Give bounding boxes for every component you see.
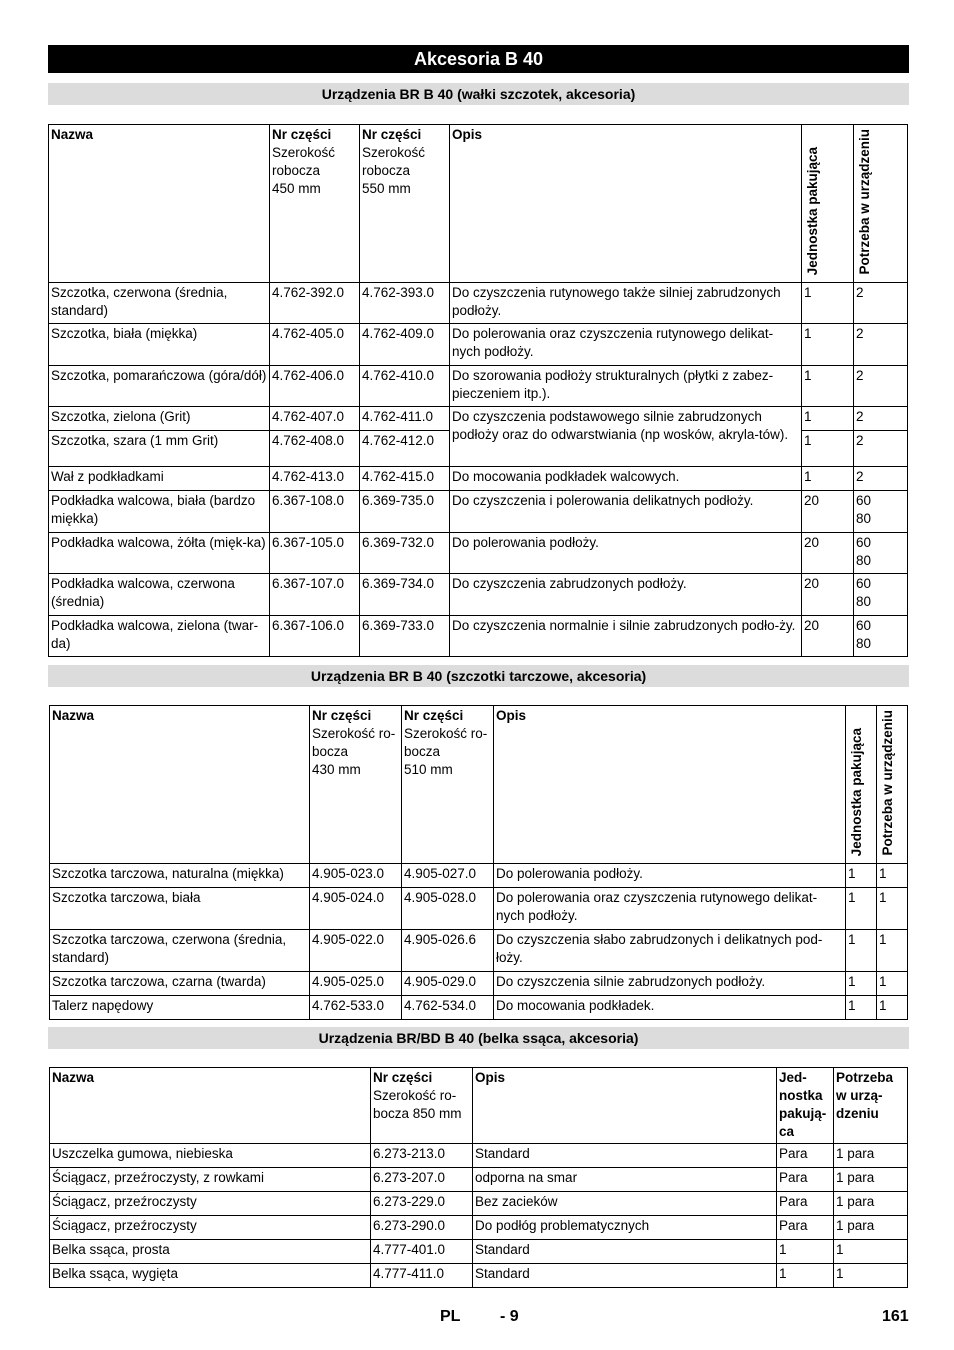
table-row: Szczotka tarczowa, biała 4.905-024.0 4.905-028.0 Do polerowania oraz czyszczenia rutynowego delikat-nych podłoży. 1 1: [50, 888, 908, 930]
footer-page-number: 161: [882, 1308, 909, 1325]
section-title-squeegee: Urządzenia BR/BD B 40 (belka ssąca, akcesoria): [48, 1027, 909, 1049]
table-row: Szczotka, pomarańczowa (góra/dół) 4.762-406.0 4.762-410.0 Do szorowania podłoży strukturalnych (płytki z zabez-pieczeniem itp.). 1 2: [49, 366, 908, 407]
col-header-description: Opis: [450, 125, 802, 283]
table-row: Ściągacz, przeźroczysty 6.273-290.0 Do podłóg problematycznych Para 1 para: [50, 1216, 908, 1240]
table-row: Ściągacz, przeźroczysty, z rowkami 6.273-207.0 odporna na smar Para 1 para: [50, 1168, 908, 1192]
col-header-part-430: Nr części Szerokość ro- bocza 430 mm: [310, 706, 402, 864]
col-header-name: Nazwa: [50, 706, 310, 864]
table-row: Podkładka walcowa, biała (bardzo miękka) 6.367-108.0 6.369-735.0 Do czyszczenia i polerowania delikatnych podłoży. 20 60 80: [49, 491, 908, 533]
footer-section-page: - 9: [500, 1308, 519, 1325]
page-title: Akcesoria B 40: [48, 45, 909, 73]
table-row: Szczotka, zielona (Grit) 4.762-407.0 4.762-411.0 Do czyszczenia podstawowego silnie zabrudzonych podłoży oraz do odwarstwiania (np wosków, akryla-tów). 1 2: [49, 407, 908, 431]
col-header-description: Opis: [494, 706, 846, 864]
col-header-name: Nazwa: [49, 125, 270, 283]
table-row: Szczotka tarczowa, czarna (twarda) 4.905-025.0 4.905-029.0 Do czyszczenia silnie zabrudzonych podłoży. 1 1: [50, 972, 908, 996]
section-title-disc-brushes: Urządzenia BR B 40 (szczotki tarczowe, akcesoria): [48, 665, 909, 687]
col-header-need: Potrzeba w urzą- dzeniu: [834, 1068, 908, 1144]
col-header-need: Potrzeba w urządzeniu: [854, 125, 908, 283]
col-header-packaging-unit: Jednostka pakująca: [846, 706, 877, 864]
col-header-packaging-unit: Jednostka pakująca: [802, 125, 854, 283]
table-row: Wał z podkładkami 4.762-413.0 4.762-415.0 Do mocowania podkładek walcowych. 1 2: [49, 467, 908, 491]
col-header-part-550: Nr części Szerokość robocza 550 mm: [360, 125, 450, 283]
table-row: Szczotka tarczowa, naturalna (miękka) 4.905-023.0 4.905-027.0 Do polerowania podłoży. 1 1: [50, 864, 908, 888]
section-title-roller-brushes: Urządzenia BR B 40 (wałki szczotek, akcesoria): [48, 83, 909, 105]
table-row: Podkładka walcowa, zielona (twar-da) 6.367-106.0 6.369-733.0 Do czyszczenia normalnie i silnie zabrudzonych podło-ży. 20 60 80: [49, 616, 908, 657]
table-row: Talerz napędowy 4.762-533.0 4.762-534.0 Do mocowania podkładek. 1 1: [50, 996, 908, 1020]
col-header-packaging-unit: Jed- nostka pakują- ca: [777, 1068, 834, 1144]
col-header-part-850: Nr części Szerokość ro- bocza 850 mm: [371, 1068, 473, 1144]
col-header-description: Opis: [473, 1068, 777, 1144]
table-row: Ściągacz, przeźroczysty 6.273-229.0 Bez zacieków Para 1 para: [50, 1192, 908, 1216]
table-row: Podkładka walcowa, żółta (mięk-ka) 6.367-105.0 6.369-732.0 Do polerowania podłoży. 20 60 80: [49, 533, 908, 574]
col-header-part-510: Nr części Szerokość ro- bocza 510 mm: [402, 706, 494, 864]
table-row: Belka ssąca, wygięta 4.777-411.0 Standard 1 1: [50, 1264, 908, 1288]
col-header-need: Potrzeba w urządzeniu: [877, 706, 908, 864]
squeegee-table: [49, 1067, 908, 1288]
footer-language: PL: [440, 1308, 461, 1325]
col-header-name: Nazwa: [50, 1068, 371, 1144]
table-row: Belka ssąca, prosta 4.777-401.0 Standard 1 1: [50, 1240, 908, 1264]
table-row: Szczotka, szara (1 mm Grit) 4.762-408.0 4.762-412.0 1 2: [49, 431, 908, 467]
table-row: Uszczelka gumowa, niebieska 6.273-213.0 Standard Para 1 para: [50, 1144, 908, 1168]
table-row: Podkładka walcowa, czerwona (średnia) 6.367-107.0 6.369-734.0 Do czyszczenia zabrudzonych podłoży. 20 60 80: [49, 574, 908, 616]
roller-brushes-table: [48, 124, 908, 657]
col-header-part-450: Nr części Szerokość robocza 450 mm: [270, 125, 360, 283]
disc-brushes-table: [49, 705, 908, 1020]
table-row: Szczotka tarczowa, czerwona (średnia, standard) 4.905-022.0 4.905-026.6 Do czyszczenia słabo zabrudzonych i delikatnych pod-łoży. 1 1: [50, 930, 908, 972]
table-row: Szczotka, czerwona (średnia, standard) 4.762-392.0 4.762-393.0 Do czyszczenia rutynowego także silniej zabrudzonych podłoży. 1 2: [49, 283, 908, 324]
table-row: Szczotka, biała (miękka) 4.762-405.0 4.762-409.0 Do polerowania oraz czyszczenia rutynowego delikat-nych podłoży. 1 2: [49, 324, 908, 366]
